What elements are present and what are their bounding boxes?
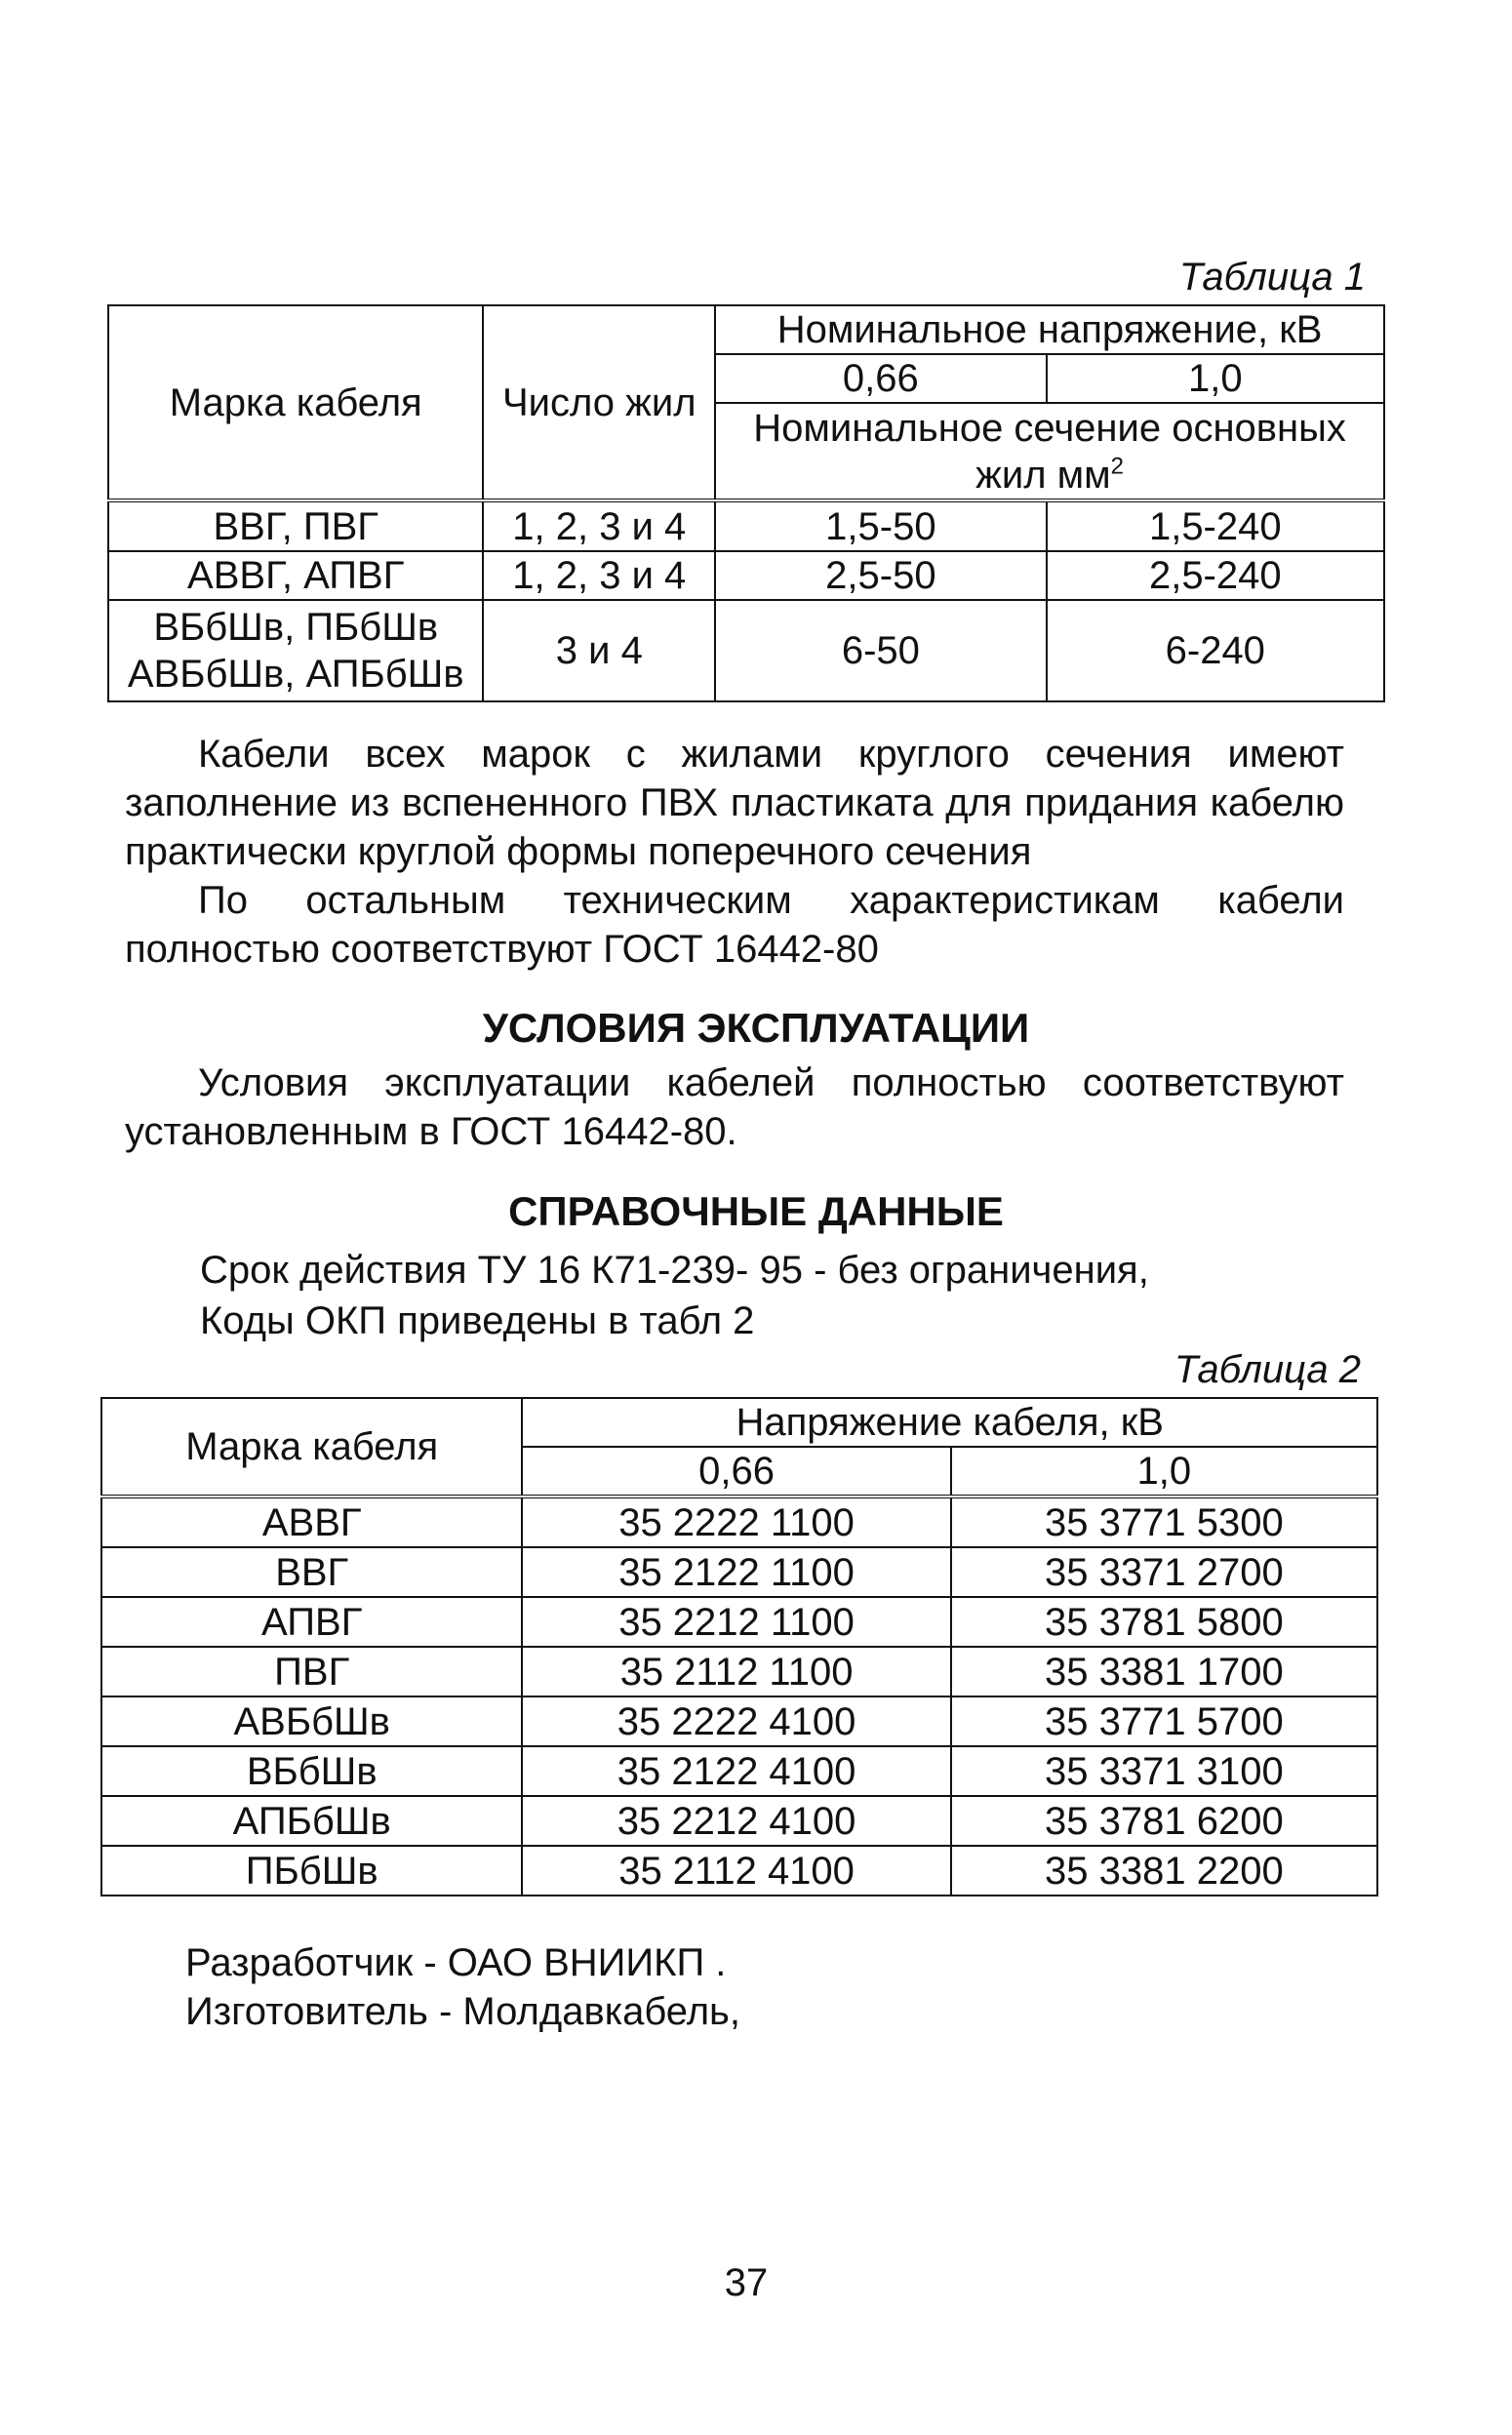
- t1-brand-line2: АВБбШв, АПБбШв: [127, 653, 464, 696]
- t2-brand: АПВГ: [101, 1597, 522, 1647]
- table-row: [108, 500, 1384, 551]
- t1-cores: 1, 2, 3 и 4: [483, 500, 715, 551]
- t2-a: 35 2212 1100: [522, 1597, 950, 1647]
- t1-header-section-text: Номинальное сечение основных жил мм: [753, 406, 1346, 497]
- t1-header-v2: 1,0: [1047, 354, 1384, 403]
- t1-header-section-sup: 2: [1110, 453, 1125, 480]
- page-number: 37: [724, 2261, 769, 2304]
- t2-brand: ПВГ: [101, 1647, 522, 1697]
- t1-b: 2,5-240: [1047, 551, 1384, 600]
- t2-b: 35 3371 3100: [951, 1746, 1377, 1796]
- t1-cores: 3 и 4: [483, 600, 715, 701]
- t1-header-cores: Число жил: [483, 305, 715, 500]
- t1-header-v1: 0,66: [715, 354, 1046, 403]
- t1-cores: 1, 2, 3 и 4: [483, 551, 715, 600]
- table-row: [101, 1697, 1377, 1746]
- t2-a: 35 2222 4100: [522, 1697, 950, 1746]
- table-row: [101, 1846, 1377, 1896]
- t1-brand: ВВГ, ПВГ: [108, 500, 483, 551]
- table-row: [101, 1497, 1377, 1547]
- t2-b: 35 3381 2200: [951, 1846, 1377, 1896]
- t1-brand: АВВГ, АПВГ: [108, 551, 483, 600]
- t1-header-voltage: Номинальное напряжение, кВ: [715, 305, 1384, 354]
- t1-b: 6-240: [1047, 600, 1384, 701]
- t1-a: 6-50: [715, 600, 1046, 701]
- t2-a: 35 2122 4100: [522, 1746, 950, 1796]
- heading-reference: СПРАВОЧНЫЕ ДАННЫЕ: [508, 1188, 1004, 1234]
- t2-header-v1: 0,66: [522, 1447, 950, 1497]
- t2-brand: АПБбШв: [101, 1796, 522, 1846]
- t2-b: 35 3781 6200: [951, 1796, 1377, 1846]
- table-row: [101, 1597, 1377, 1647]
- t2-brand: АВБбШв: [101, 1697, 522, 1746]
- table2: [100, 1397, 1378, 1896]
- table-row: [108, 600, 1384, 701]
- table-row: [101, 1796, 1377, 1846]
- t2-header-voltage: Напряжение кабеля, кВ: [522, 1398, 1377, 1447]
- t2-brand: АВВГ: [101, 1497, 522, 1547]
- table1-caption: Таблица 1: [1178, 256, 1366, 299]
- t2-a: 35 2112 1100: [522, 1647, 950, 1697]
- validity-line: Срок действия ТУ 16 К71-239- 95 - без ограничения,: [200, 1249, 1149, 1292]
- paragraph-operation: Условия эксплуатации кабелей полностью соответствуют установленным в ГОСТ 16442-80.: [125, 1061, 1344, 1153]
- t2-b: 35 3381 1700: [951, 1647, 1377, 1697]
- t1-a: 1,5-50: [715, 500, 1046, 551]
- t1-brand-line1: ВБбШв, ПБбШв: [153, 606, 439, 649]
- paragraph-filling: Кабели всех марок с жилами круглого сечения имеют заполнение из вспененного ПВХ пластиката для придания кабелю практически круглой формы поперечного сечения: [125, 733, 1344, 873]
- developer-line: Разработчик - ОАО ВНИИКП .: [185, 1941, 727, 1984]
- heading-operation: УСЛОВИЯ ЭКСПЛУАТАЦИИ: [482, 1005, 1030, 1051]
- t2-b: 35 3781 5800: [951, 1597, 1377, 1647]
- t1-brand: [108, 600, 483, 701]
- t2-brand: ВВГ: [101, 1547, 522, 1597]
- t2-b: 35 3771 5700: [951, 1697, 1377, 1746]
- table-row: [101, 1746, 1377, 1796]
- t1-header-section: [715, 403, 1384, 500]
- table2-caption: Таблица 2: [1174, 1348, 1361, 1391]
- table-row: [108, 551, 1384, 600]
- t2-a: 35 2222 1100: [522, 1497, 950, 1547]
- okp-line: Коды ОКП приведены в табл 2: [200, 1299, 755, 1342]
- manufacturer-line: Изготовитель - Молдавкабель,: [185, 1990, 741, 2033]
- table-row: [101, 1547, 1377, 1597]
- t1-b: 1,5-240: [1047, 500, 1384, 551]
- t2-b: 35 3371 2700: [951, 1547, 1377, 1597]
- t2-brand: ПБбШв: [101, 1846, 522, 1896]
- paragraph-gost: По остальным техническим характеристикам кабели полностью соответствуют ГОСТ 16442-80: [125, 879, 1344, 971]
- t2-a: 35 2212 4100: [522, 1796, 950, 1846]
- t2-a: 35 2112 4100: [522, 1846, 950, 1896]
- t1-a: 2,5-50: [715, 551, 1046, 600]
- t2-b: 35 3771 5300: [951, 1497, 1377, 1547]
- t2-a: 35 2122 1100: [522, 1547, 950, 1597]
- t1-header-brand: Марка кабеля: [108, 305, 483, 500]
- t2-header-v2: 1,0: [951, 1447, 1377, 1497]
- table-row: [101, 1647, 1377, 1697]
- t2-header-brand: Марка кабеля: [101, 1398, 522, 1497]
- t2-brand: ВБбШв: [101, 1746, 522, 1796]
- table1: [107, 304, 1385, 702]
